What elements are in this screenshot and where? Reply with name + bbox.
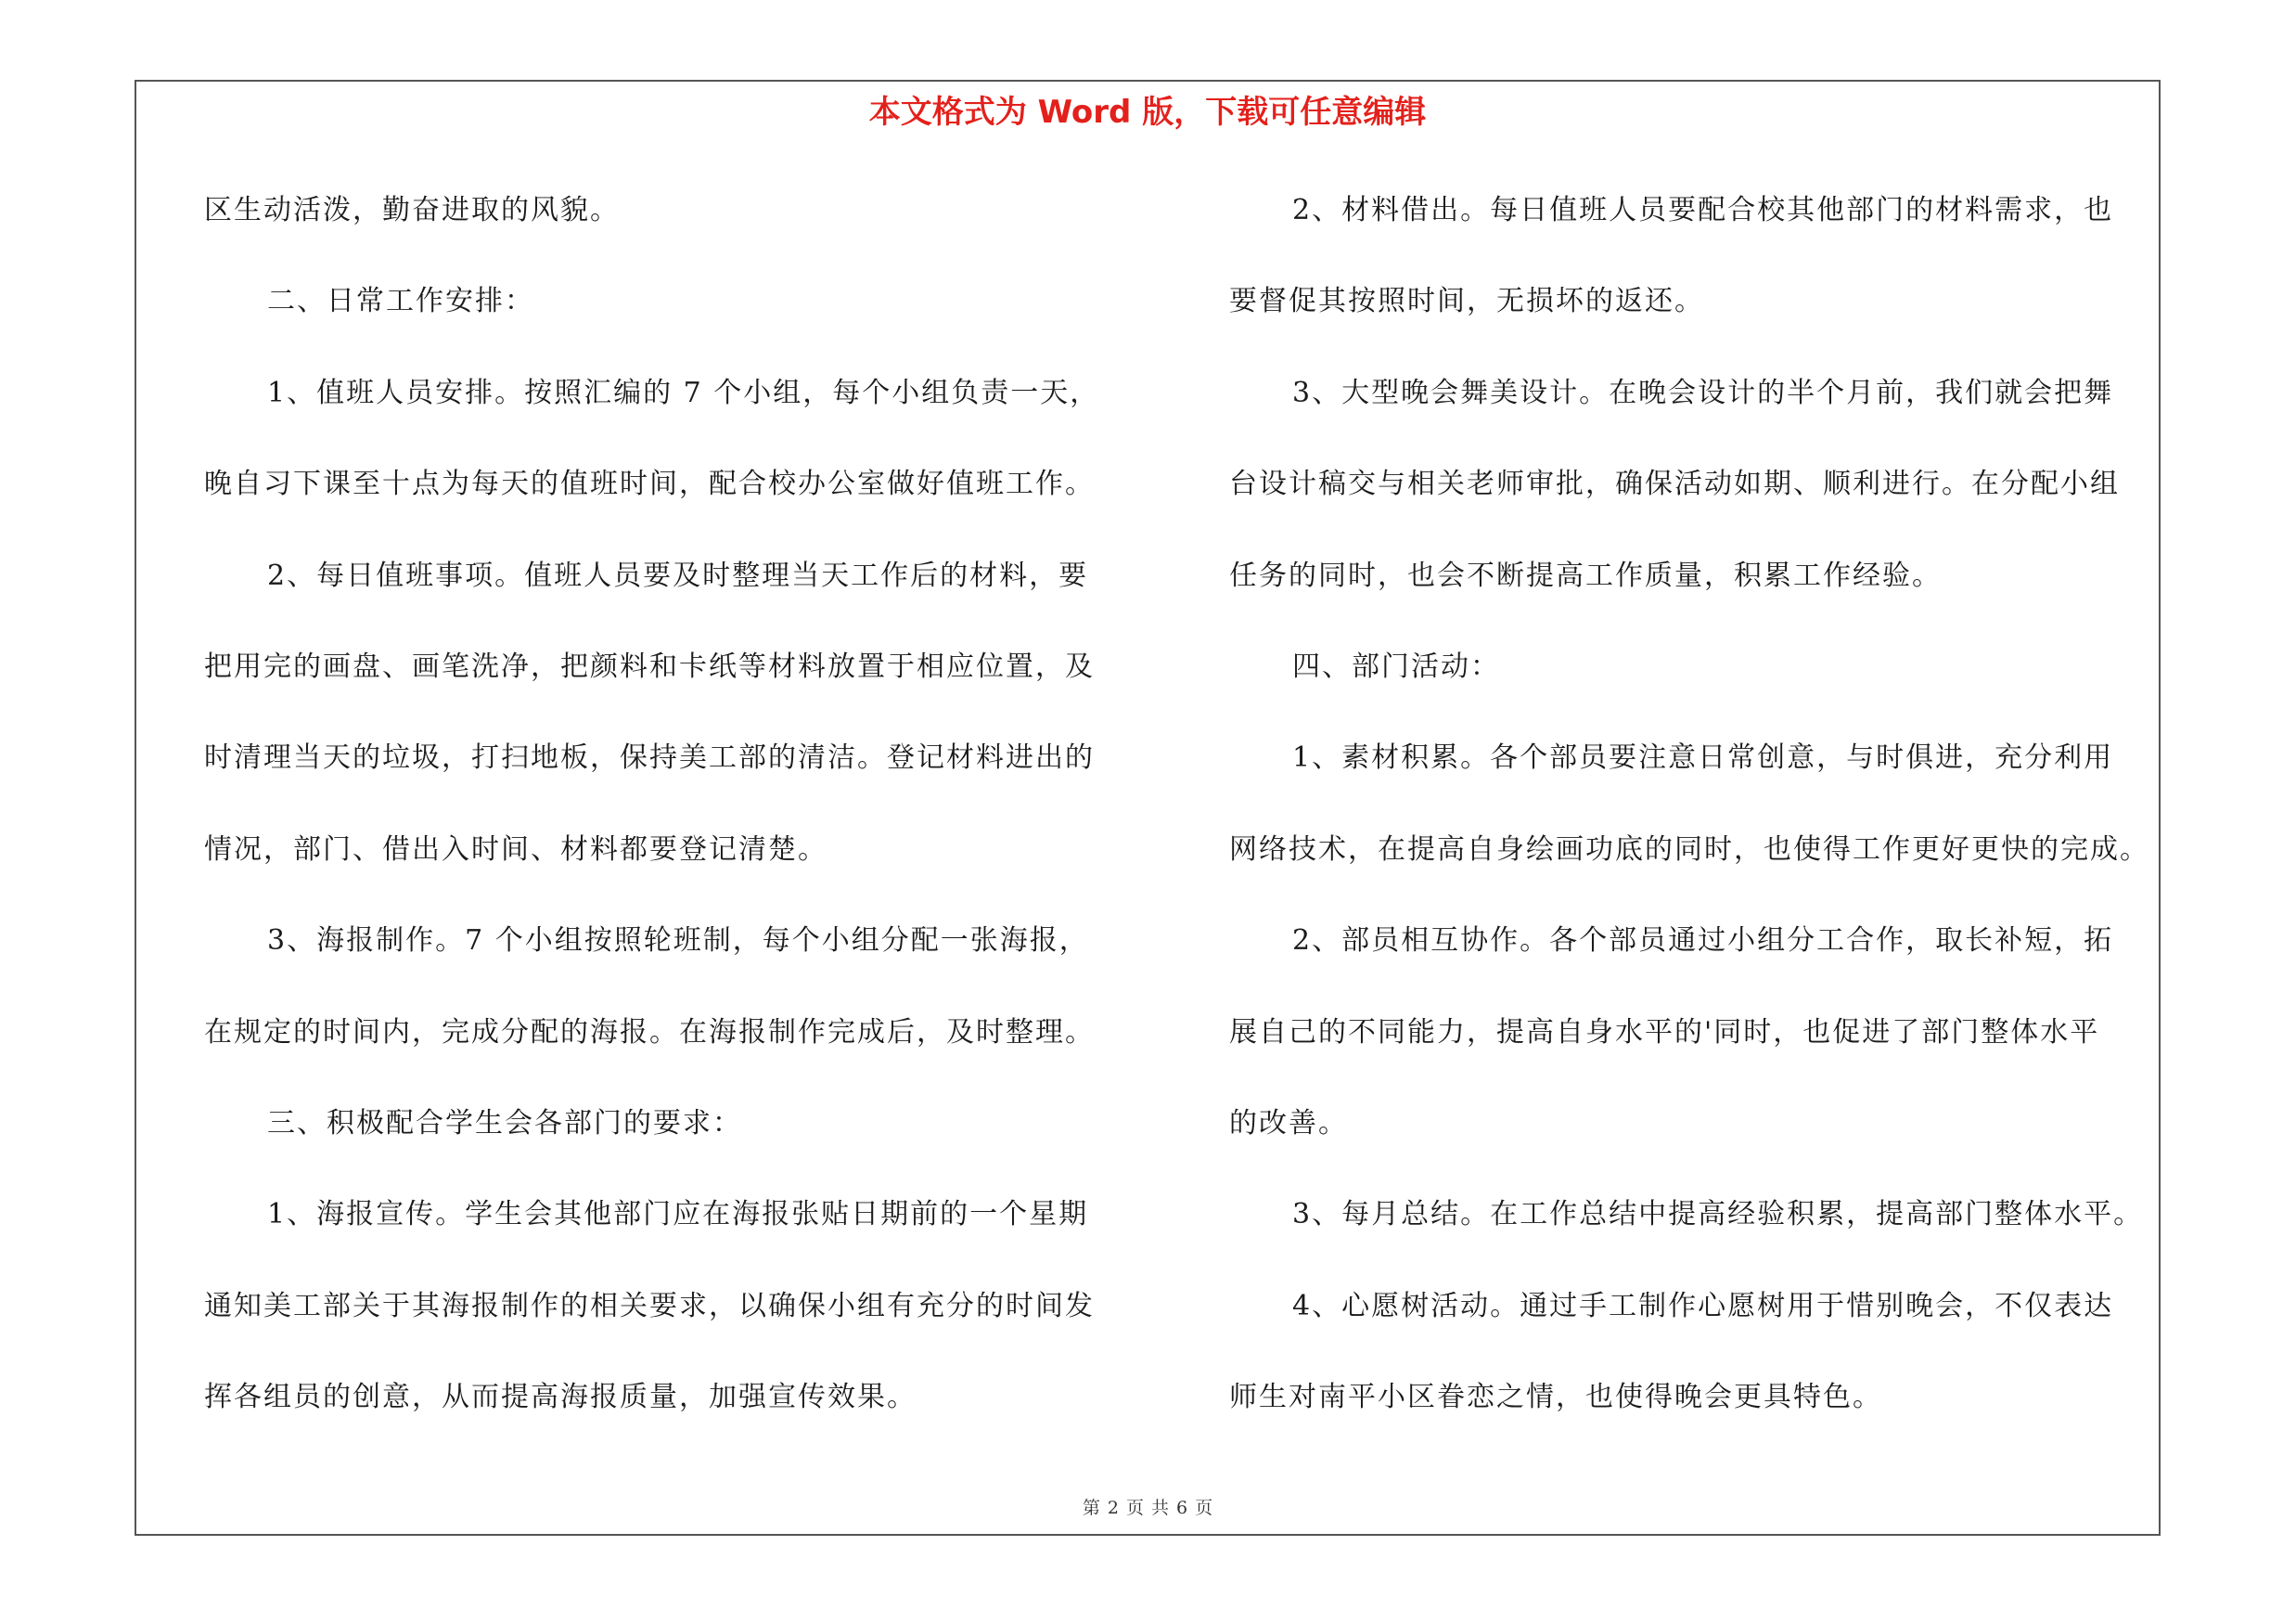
text-line: 情况，部门、借出入时间、材料都要登记清楚。 — [204, 832, 827, 866]
text-line: 2、每日值班事项。值班人员要及时整理当天工作后的材料，要 — [267, 559, 1089, 592]
text-line: 要督促其按照时间，无损坏的返还。 — [1229, 285, 1704, 318]
text-line: 3、每月总结。在工作总结中提高经验积累，提高部门整体水平。 — [1292, 1198, 2144, 1231]
text-line: 1、海报宣传。学生会其他部门应在海报张贴日期前的一个星期 — [267, 1198, 1089, 1231]
text-line: 台设计稿交与相关老师审批，确保活动如期、顺利进行。在分配小组 — [1229, 468, 2120, 501]
text-line: 4、心愿树活动。通过手工制作心愿树用于惜别晚会，不仅表达 — [1292, 1289, 2114, 1322]
text-line: 2、材料借出。每日值班人员要配合校其他部门的材料需求，也 — [1292, 194, 2114, 226]
text-line: 3、海报制作。7 个小组按照轮班制，每个小组分配一张海报， — [267, 924, 1089, 958]
text-line: 区生动活泼，勤奋进取的风貌。 — [204, 194, 620, 226]
text-line: 展自己的不同能力，提高自身水平的'同时，也促进了部门整体水平 — [1229, 1015, 2100, 1049]
text-line: 把用完的画盘、画笔洗净，把颜料和卡纸等材料放置于相应位置，及 — [204, 650, 1095, 683]
right-text-column — [1229, 178, 2166, 1456]
text-line: 1、值班人员安排。按照汇编的 7 个小组，每个小组负责一天， — [267, 376, 1100, 409]
section-heading: 二、日常工作安排： — [267, 285, 534, 318]
section-heading: 三、积极配合学生会各部门的要求： — [267, 1106, 742, 1140]
page-number: 第 2 页 共 6 页 — [1082, 1498, 1214, 1518]
text-line: 任务的同时，也会不断提高工作质量，积累工作经验。 — [1229, 559, 1942, 592]
text-line: 网络技术，在提高自身绘画功底的同时，也使得工作更好更快的完成。 — [1229, 832, 2149, 866]
text-line: 挥各组员的创意，从而提高海报质量，加强宣传效果。 — [204, 1381, 917, 1414]
text-line: 师生对南平小区眷恋之情，也使得晚会更具特色。 — [1229, 1381, 1882, 1414]
section-heading: 四、部门活动： — [1292, 650, 1500, 683]
left-text-column — [204, 178, 1169, 1456]
text-line: 的改善。 — [1229, 1106, 1348, 1140]
text-line: 3、大型晚会舞美设计。在晚会设计的半个月前，我们就会把舞 — [1292, 376, 2114, 409]
text-line: 2、部员相互协作。各个部员通过小组分工合作，取长补短，拓 — [1292, 924, 2114, 958]
text-line: 晚自习下课至十点为每天的值班时间，配合校办公室做好值班工作。 — [204, 468, 1095, 501]
text-line: 在规定的时间内，完成分配的海报。在海报制作完成后，及时整理。 — [204, 1015, 1095, 1049]
word-format-banner: 本文格式为 Word 版，下载可任意编辑 — [868, 94, 1427, 131]
text-line: 通知美工部关于其海报制作的相关要求，以确保小组有充分的时间发 — [204, 1289, 1095, 1322]
text-line: 1、素材积累。各个部员要注意日常创意，与时俱进，充分利用 — [1292, 741, 2114, 775]
text-line: 时清理当天的垃圾，打扫地板，保持美工部的清洁。登记材料进出的 — [204, 741, 1095, 775]
